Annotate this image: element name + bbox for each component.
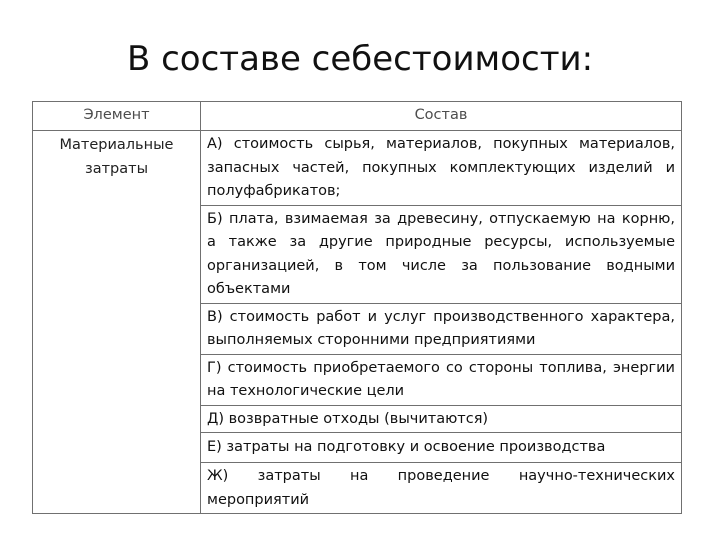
composition-item-b: Б) плата, взимаемая за древесину, отпускаемую на корню, а также за другие природные ресурсы, используемые организацией, в том числе за пользование водными объектами <box>201 205 682 303</box>
slide-title: В составе себестоимости: <box>126 39 594 79</box>
composition-item-zh: Ж) затраты на проведение научно-технических мероприятий <box>201 463 682 514</box>
composition-item-g: Г) стоимость приобретаемого со стороны топлива, энергии на технологические цели <box>201 354 682 405</box>
composition-item-a: А) стоимость сырья, материалов, покупных материалов, запасных частей, покупных комплектующих изделий и полуфабрикатов; <box>201 131 682 206</box>
composition-item-d: Д) возвратные отходы (вычитаются) <box>201 405 682 433</box>
table-header-row <box>33 102 682 131</box>
element-cell: Материальные затраты <box>33 131 201 514</box>
composition-item-e: Е) затраты на подготовку и освоение производства <box>201 433 682 463</box>
header-element: Элемент <box>33 102 201 131</box>
cost-composition-table <box>32 101 682 514</box>
table-row <box>33 131 682 206</box>
composition-item-v: В) стоимость работ и услуг производственного характера, выполняемых сторонними предприятиями <box>201 303 682 354</box>
header-composition: Состав <box>201 102 682 131</box>
